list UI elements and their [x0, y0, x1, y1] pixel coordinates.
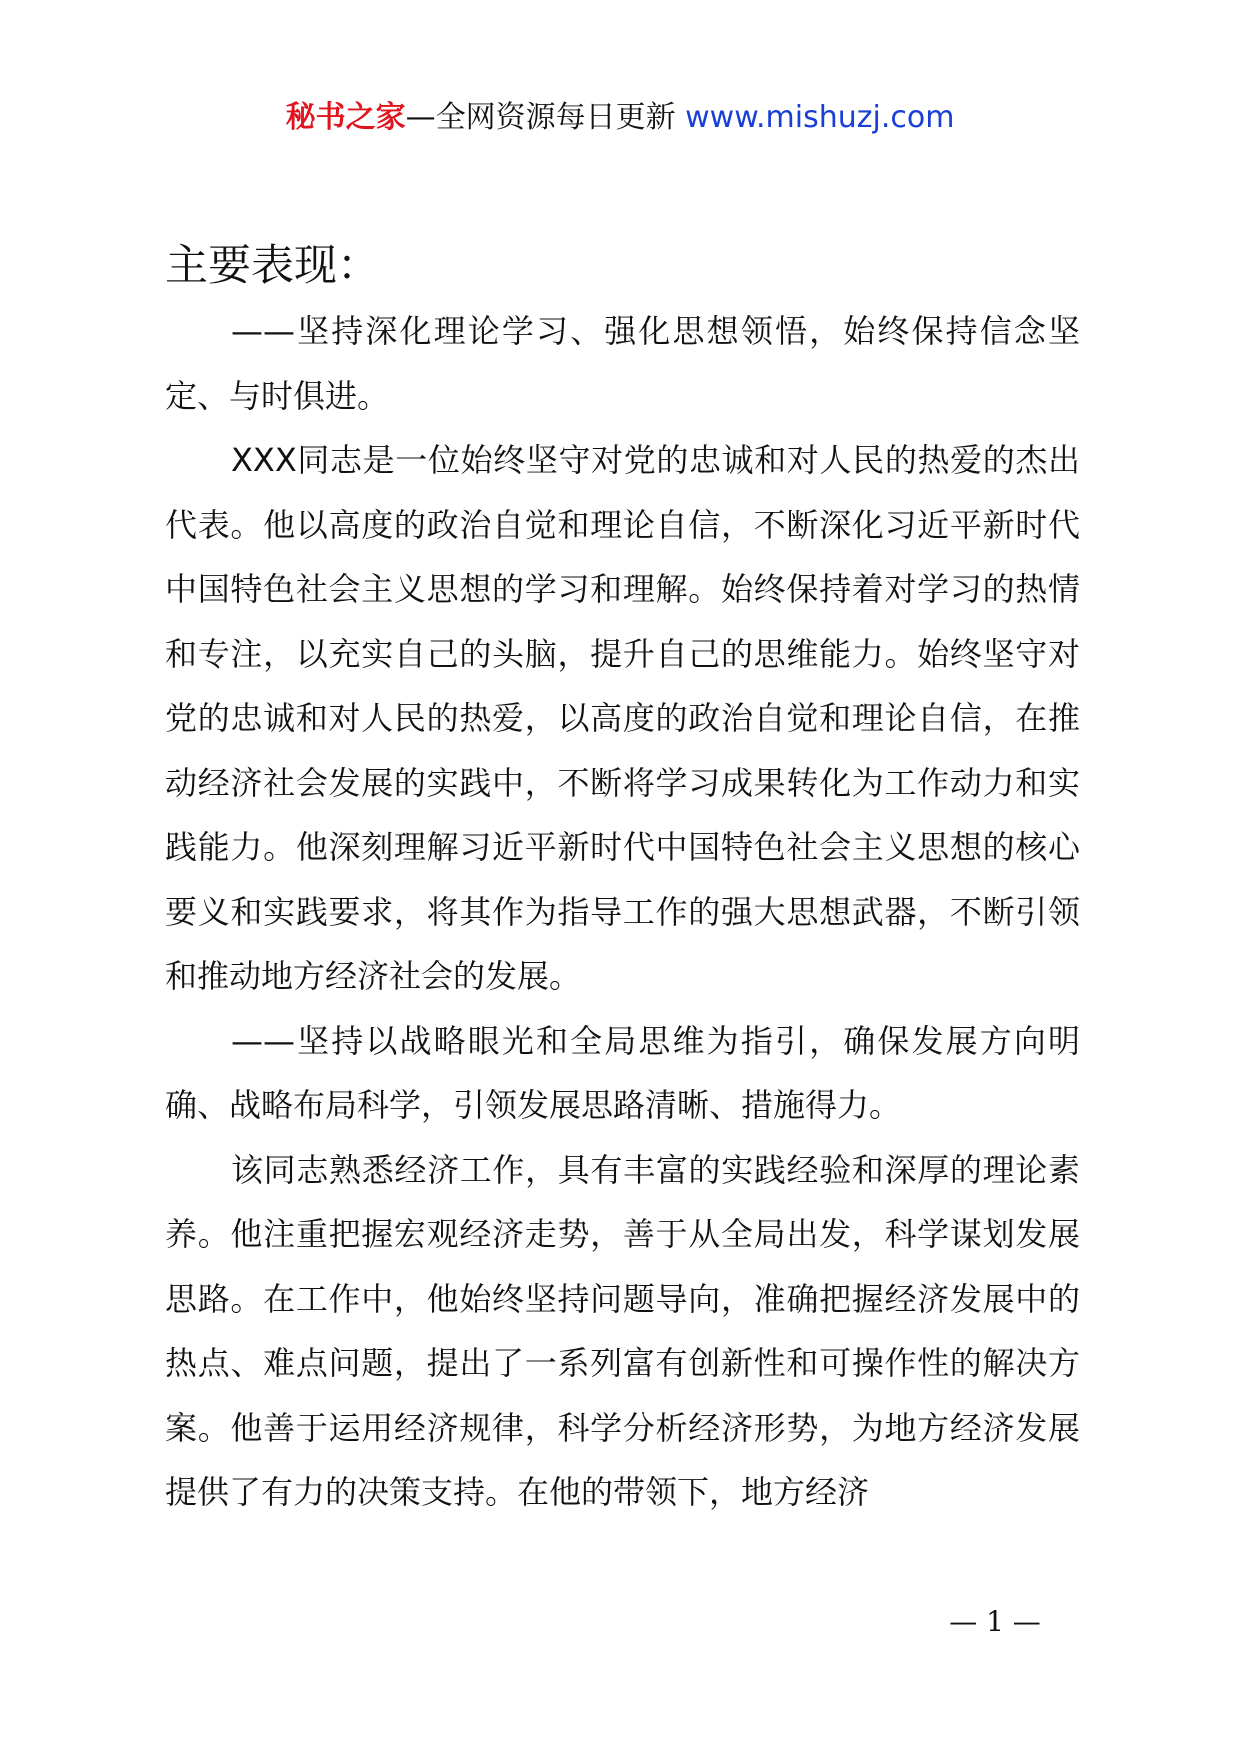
page-number: — 1 — — [949, 1605, 1041, 1638]
header-tagline: —全网资源每日更新 — [405, 100, 676, 135]
brand-name: 秘书之家 — [285, 100, 406, 135]
paragraph-2: XXX同志是一位始终坚守对党的忠诚和对人民的热爱的杰出代表。他以高度的政治自觉和理论自信，不断深化习近平新时代中国特色社会主义思想的学习和理解。始终保持着对学习的热情和专注，以充实自己的头脑，提升自己的思维能力。始终坚守对党的忠诚和对人民的热爱，以高度的政治自觉和理论自信，在推动经济社会发展的实践中，不断将学习成果转化为工作动力和实践能力。他深刻理解习近平新时代中国特色社会主义思想的核心要义和实践要求，将其作为指导工作的强大思想武器，不断引领和推动地方经济社会的发展。 — [165, 441, 1080, 995]
paragraph-1: ——坚持深化理论学习、强化思想领悟，始终保持信念坚定、与时俱进。 — [165, 312, 1080, 415]
site-header — [0, 98, 1240, 138]
document-body — [165, 237, 1080, 1525]
site-url-link[interactable]: www.mishuzj.com — [685, 100, 955, 135]
paragraph-3: ——坚持以战略眼光和全局思维为指引，确保发展方向明确、战略布局科学，引领发展思路清晰、措施得力。 — [165, 1021, 1080, 1124]
paragraph-4: 该同志熟悉经济工作，具有丰富的实践经验和深厚的理论素养。他注重把握宏观经济走势，善于从全局出发，科学谋划发展思路。在工作中，他始终坚持问题导向，准确把握经济发展中的热点、难点问题，提出了一系列富有创新性和可操作性的解决方案。他善于运用经济规律，科学分析经济形势，为地方经济发展提供了有力的决策支持。在他的带领下，地方经济 — [165, 1150, 1080, 1511]
section-heading: 主要表现： — [165, 241, 380, 291]
